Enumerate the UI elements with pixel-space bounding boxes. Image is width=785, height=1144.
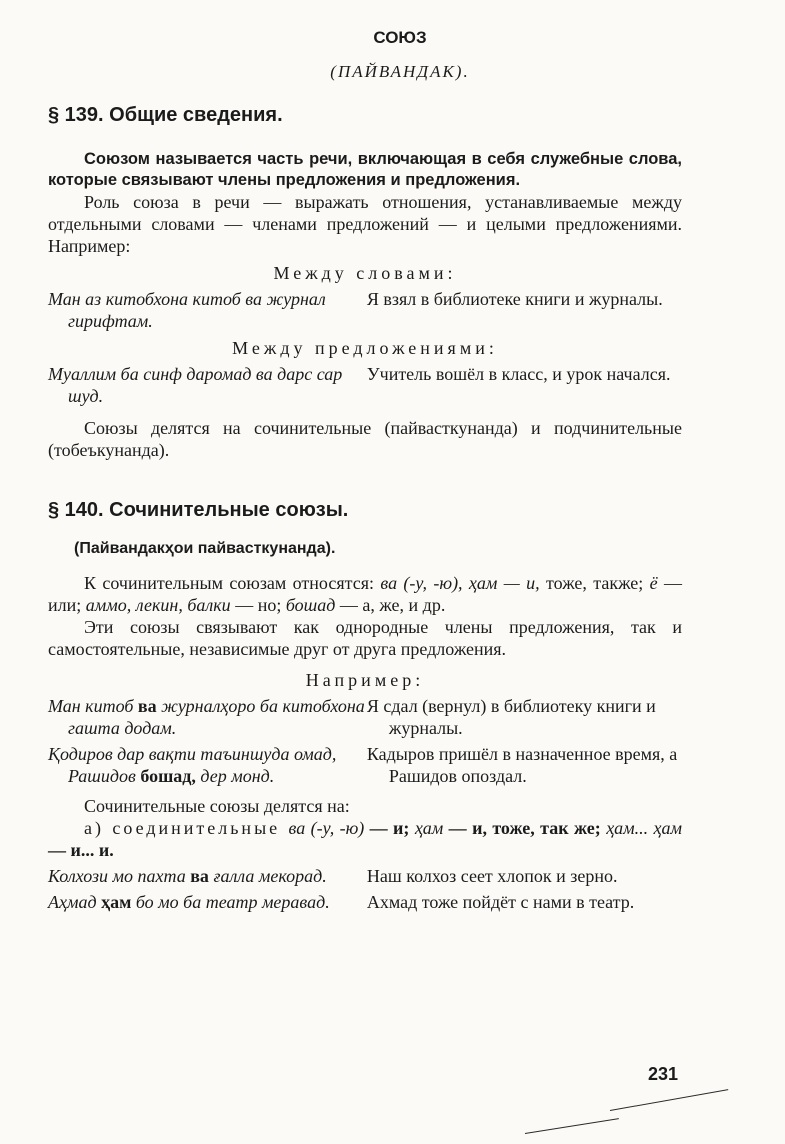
- division-paragraph: Союзы делятся на сочинительные (пайвасткунанда) и подчинительные (тобеъкунанда).: [48, 418, 682, 460]
- example-2-russian: Учитель вошёл в класс, и урок начался.: [366, 364, 671, 384]
- ex3-text-a: Ман китоб: [48, 696, 138, 716]
- item-a-text-6: ҳам... ҳам: [606, 818, 683, 838]
- example-3-tajik: [48, 695, 367, 739]
- item-a-text-2: ва (-у, -ю): [288, 818, 365, 838]
- item-a: [48, 817, 682, 861]
- ex5-text-b: ва: [190, 866, 209, 886]
- section-140-subheading: (Пайвандакҳои пайвасткунанда).: [74, 540, 336, 557]
- item-a-text-3: — и;: [364, 818, 415, 838]
- example-4-russian: Кадыров пришёл в назначенное время, а Рашидов опоздал.: [366, 744, 678, 786]
- p1-text-g: — но;: [230, 595, 286, 615]
- between-words-label: Между словами:: [273, 263, 457, 283]
- section-139-heading: § 139. Общие сведения.: [48, 104, 283, 126]
- example-1-russian: Я взял в библиотеке книги и журналы.: [366, 289, 663, 309]
- p1-text-b: ва (-у, -ю), ҳам — и,: [380, 573, 540, 593]
- example-1-tajik: Ман аз китобхона китоб ва журнал гирифтам.: [48, 289, 326, 331]
- example-2-tajik: Муаллим ба синф даромад ва дарс сар шуд.: [48, 364, 343, 406]
- example-6-russian: Ахмад тоже пойдёт с нами в театр.: [366, 892, 635, 912]
- ex4-text-b: бошад,: [140, 766, 196, 786]
- example-1: [48, 288, 682, 332]
- example-3: [48, 695, 682, 739]
- p1-text-h: бошад: [285, 595, 336, 615]
- ex4-text-a: Қодиров дар вақти таъиншуда омад, Рашидов: [48, 744, 337, 786]
- item-a-text-7: — и... и.: [48, 840, 114, 860]
- division-intro: Сочинительные союзы делятся на:: [84, 796, 350, 816]
- coordinating-paragraph: [48, 572, 682, 616]
- ex6-text-c: бо мо ба театр меравад.: [131, 892, 330, 912]
- ex3-text-b: ва: [137, 696, 157, 716]
- example-4-tajik: [48, 743, 367, 787]
- ex6-text-b: ҳам: [101, 892, 132, 912]
- connects-paragraph: Эти союзы связывают как однородные члены предложения, так и самостоятельные, независимые друг от друга предложения.: [48, 617, 682, 659]
- ex6-text-a: Аҳмад: [48, 892, 102, 912]
- chapter-subtitle: (ПАЙВАНДАК).: [330, 62, 470, 81]
- page-number: 231: [648, 1064, 679, 1084]
- p1-text-e: — или;: [48, 573, 682, 615]
- example-label: Например:: [305, 670, 425, 690]
- example-6-tajik: [48, 891, 367, 913]
- scan-line-mark: [525, 1118, 619, 1134]
- ex4-text-c: дер монд.: [195, 766, 275, 786]
- item-a-text-1: а) соединительные: [84, 818, 289, 838]
- example-4: [48, 743, 682, 787]
- example-5: [48, 865, 682, 887]
- ex5-text-c: ғалла мекорад.: [208, 866, 327, 886]
- book-page: [48, 28, 682, 913]
- p1-text-d: ё: [649, 573, 658, 593]
- scan-line-mark: [610, 1089, 728, 1111]
- item-a-text-4: ҳам: [414, 818, 444, 838]
- ex3-text-c: журналҳоро ба китобхона гашта додам.: [68, 696, 365, 738]
- chapter-title: СОЮЗ: [373, 28, 427, 47]
- example-5-tajik: [48, 865, 367, 887]
- p1-text-f: аммо, лекин, балки: [85, 595, 231, 615]
- example-2: [48, 363, 682, 407]
- ex5-text-a: Колхози мо пахта: [48, 866, 191, 886]
- item-a-text-5: — и, тоже, так же;: [443, 818, 607, 838]
- role-paragraph: Роль союза в речи — выражать отношения, устанавливаемые между отдельными словами — членами предложений — и целыми предложениями. Например:: [48, 192, 682, 256]
- p1-text-c: тоже, также;: [539, 573, 650, 593]
- example-6: [48, 891, 682, 913]
- example-3-russian: Я сдал (вернул) в библиотеку книги и журналы.: [366, 696, 656, 738]
- p1-text-a: К сочинительным союзам относятся:: [84, 573, 381, 593]
- p1-text-i: — а, же, и др.: [335, 595, 446, 615]
- definition-paragraph: Союзом называется часть речи, включающая в себя служебные слова, которые связывают члены предложения и предложения.: [48, 150, 682, 189]
- section-140-heading: § 140. Сочинительные союзы.: [48, 499, 349, 521]
- between-sentences-label: Между предложениями:: [232, 338, 498, 358]
- example-5-russian: Наш колхоз сеет хлопок и зерно.: [366, 866, 618, 886]
